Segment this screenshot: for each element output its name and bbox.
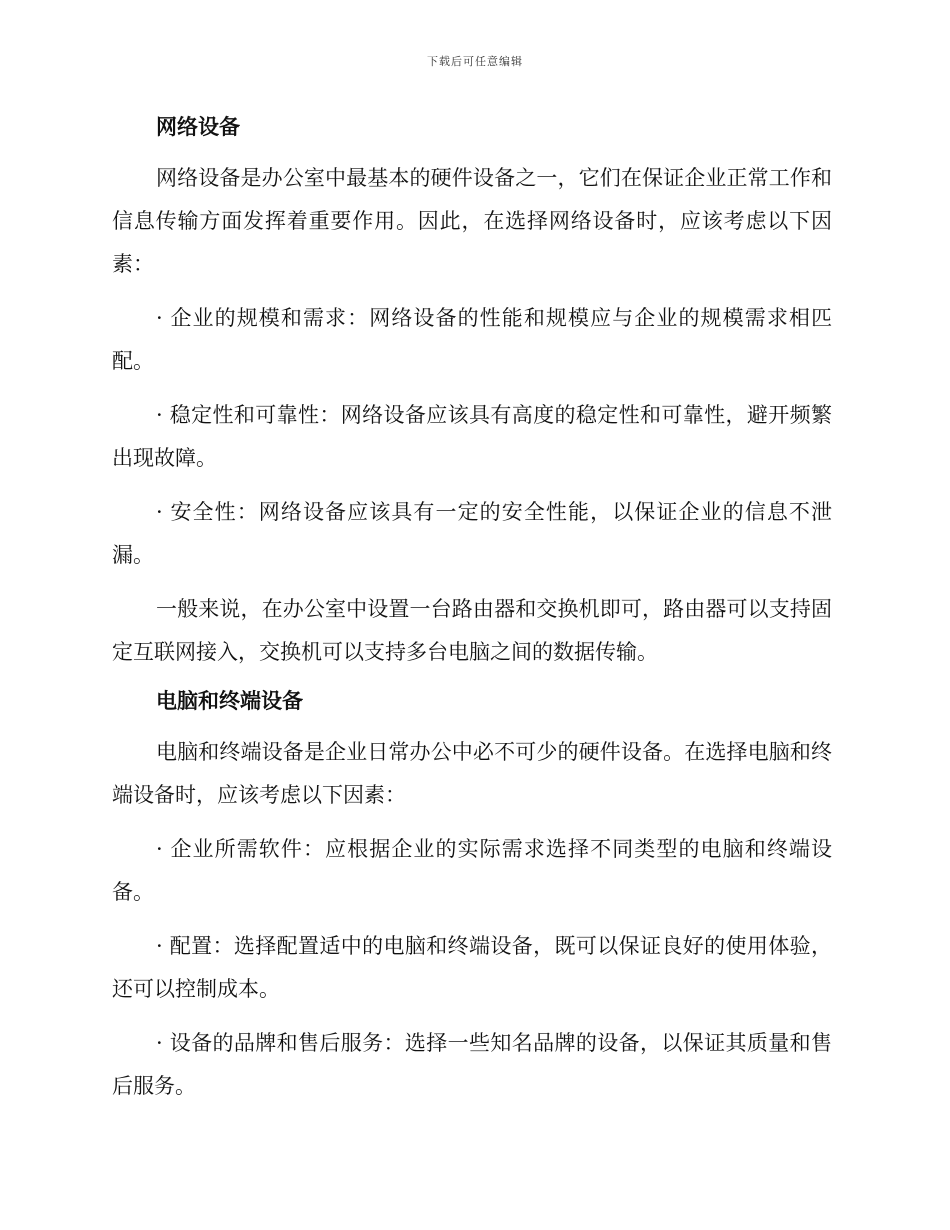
network-bullet-stability: · 稳定性和可靠性：网络设备应该具有高度的稳定性和可靠性，避开频繁出现故障。 bbox=[112, 403, 832, 470]
computers-intro-paragraph: 电脑和终端设备是企业日常办公中必不可少的硬件设备。在选择电脑和终端设备时，应该考虑以下因素： bbox=[112, 740, 832, 807]
computers-bullet-brand-service: · 设备的品牌和售后服务：选择一些知名品牌的设备，以保证其质量和售后服务。 bbox=[112, 1031, 832, 1098]
computers-bullet-configuration: · 配置：选择配置适中的电脑和终端设备，既可以保证良好的使用体验，还可以控制成本。 bbox=[112, 934, 832, 1001]
network-bullet-security: · 安全性：网络设备应该具有一定的安全性能，以保证企业的信息不泄漏。 bbox=[112, 500, 832, 567]
document-body bbox=[112, 108, 832, 1108]
computers-bullet-software: · 企业所需软件：应根据企业的实际需求选择不同类型的电脑和终端设备。 bbox=[112, 837, 832, 904]
network-bullet-scale: · 企业的规模和需求：网络设备的性能和规模应与企业的规模需求相匹配。 bbox=[112, 306, 832, 373]
network-intro-paragraph: 网络设备是办公室中最基本的硬件设备之一，它们在保证企业正常工作和信息传输方面发挥着重要作用。因此，在选择网络设备时，应该考虑以下因素： bbox=[112, 166, 832, 276]
page-header-note: 下载后可任意编辑 bbox=[427, 55, 523, 68]
section-heading-computers: 电脑和终端设备 bbox=[156, 688, 303, 713]
section-heading-network: 网络设备 bbox=[156, 114, 240, 139]
network-conclusion-paragraph: 一般来说，在办公室中设置一台路由器和交换机即可，路由器可以支持固定互联网接入，交换机可以支持多台电脑之间的数据传输。 bbox=[112, 597, 832, 664]
